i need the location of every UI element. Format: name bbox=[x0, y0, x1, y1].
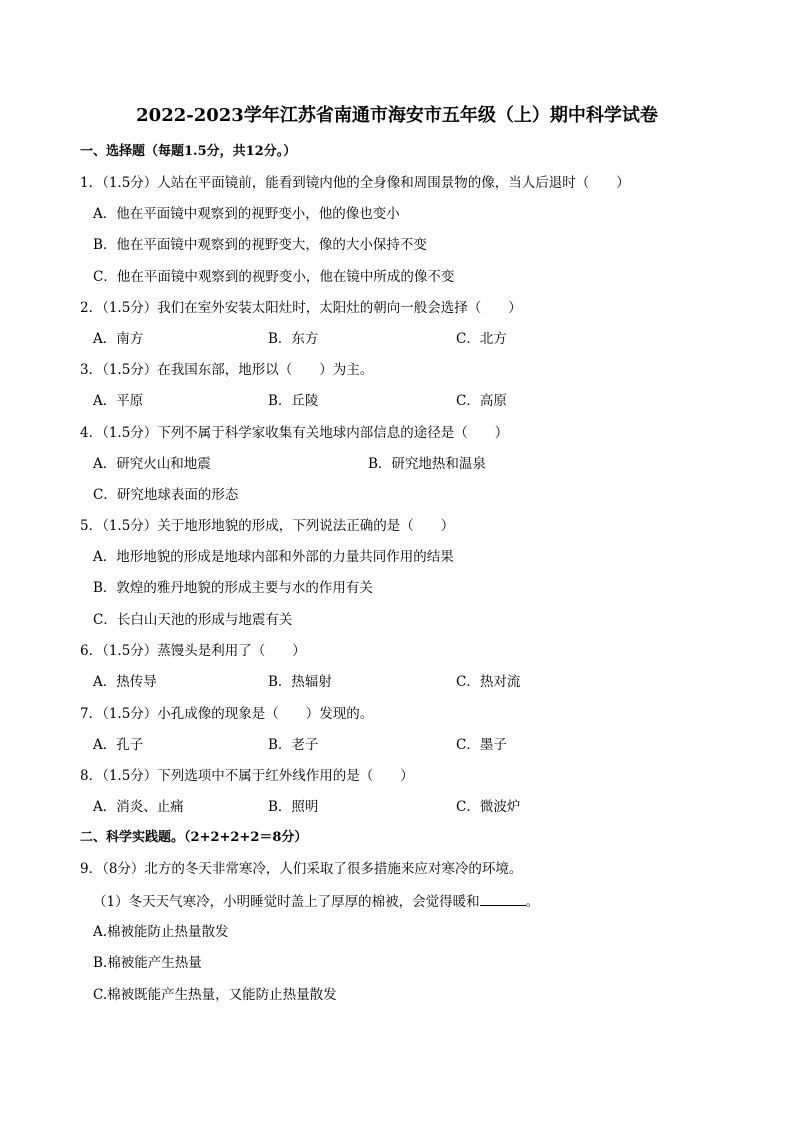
question-9-stem: 9．（8分）北方的冬天非常寒冷，人们采取了很多措施来应对寒冷的环境。 bbox=[80, 861, 523, 877]
question-1-option-c: C．他在平面镜中观察到的视野变小，他在镜中所成的像不变 bbox=[93, 269, 455, 285]
question-2-option-b: B．东方 bbox=[268, 331, 319, 347]
page-title: 2022-2023学年江苏省南通市海安市五年级（上）期中科学试卷 bbox=[136, 105, 658, 126]
question-4-option-b: B．研究地热和温泉 bbox=[368, 456, 486, 472]
question-6-option-c: C．热对流 bbox=[456, 674, 521, 690]
question-8-option-b: B．照明 bbox=[268, 799, 319, 815]
question-1-option-a: A．他在平面镜中观察到的视野变小，他的像也变小 bbox=[93, 206, 400, 222]
question-6-option-a: A．热传导 bbox=[93, 674, 157, 690]
question-9-option-a: A.棉被能防止热量散发 bbox=[93, 924, 229, 940]
question-5-stem: 5．（1.5分）关于地形地貌的形成，下列说法正确的是（ ） bbox=[80, 518, 455, 534]
question-2-option-a: A．南方 bbox=[93, 331, 144, 347]
question-2-stem: 2．（1.5分）我们在室外安装太阳灶时，太阳灶的朝向一般会选择（ ） bbox=[80, 300, 522, 316]
question-5-option-c: C．长白山天池的形成与地震有关 bbox=[93, 612, 293, 628]
question-9-option-b: B.棉被能产生热量 bbox=[93, 955, 202, 971]
question-8-option-c: C．微波炉 bbox=[456, 799, 521, 815]
question-1-option-b: B．他在平面镜中观察到的视野变大，像的大小保持不变 bbox=[93, 237, 427, 253]
answer-blank bbox=[480, 891, 526, 906]
question-9-sub1-end: 。 bbox=[525, 894, 540, 910]
section-heading-practice: 二、科学实践题。（2+2+2+2＝8分） bbox=[80, 830, 308, 845]
question-3-stem: 3．（1.5分）在我国东部，地形以（ ）为主。 bbox=[80, 362, 374, 378]
question-9-sub1 bbox=[93, 891, 539, 912]
question-1-stem: 1．（1.5分）人站在平面镜前，能看到镜内他的全身像和周围景物的像，当人后退时（ ） bbox=[80, 175, 630, 191]
question-8-option-a: A．消炎、止痛 bbox=[93, 799, 184, 815]
question-7-stem: 7．（1.5分）小孔成像的现象是（ ）发现的。 bbox=[80, 706, 374, 722]
question-3-option-a: A．平原 bbox=[93, 393, 144, 409]
question-9-sub1-text: （1）冬天天气寒冷，小明睡觉时盖上了厚厚的棉被，会觉得暖和 bbox=[93, 894, 480, 910]
question-4-stem: 4．（1.5分）下列不属于科学家收集有关地球内部信息的途径是（ ） bbox=[80, 425, 509, 441]
question-9-option-c: C.棉被既能产生热量，又能防止热量散发 bbox=[93, 987, 337, 1003]
question-3-option-b: B．丘陵 bbox=[268, 393, 319, 409]
question-3-option-c: C．高原 bbox=[456, 393, 507, 409]
question-7-option-c: C．墨子 bbox=[456, 737, 507, 753]
question-6-option-b: B．热辐射 bbox=[268, 674, 332, 690]
question-4-option-a: A．研究火山和地震 bbox=[93, 456, 211, 472]
question-6-stem: 6．（1.5分）蒸馒头是利用了（ ） bbox=[80, 643, 306, 659]
question-7-option-b: B．老子 bbox=[268, 737, 319, 753]
question-4-option-c: C．研究地球表面的形态 bbox=[93, 487, 239, 503]
question-5-option-b: B．敦煌的雅丹地貌的形成主要与水的作用有关 bbox=[93, 580, 373, 596]
question-5-option-a: A．地形地貌的形成是地球内部和外部的力量共同作用的结果 bbox=[93, 549, 454, 565]
section-heading-choice: 一、选择题（每题1.5分，共12分。） bbox=[80, 144, 297, 159]
question-2-option-c: C．北方 bbox=[456, 331, 507, 347]
question-7-option-a: A．孔子 bbox=[93, 737, 144, 753]
question-8-stem: 8．（1.5分）下列选项中不属于红外线作用的是（ ） bbox=[80, 768, 414, 784]
